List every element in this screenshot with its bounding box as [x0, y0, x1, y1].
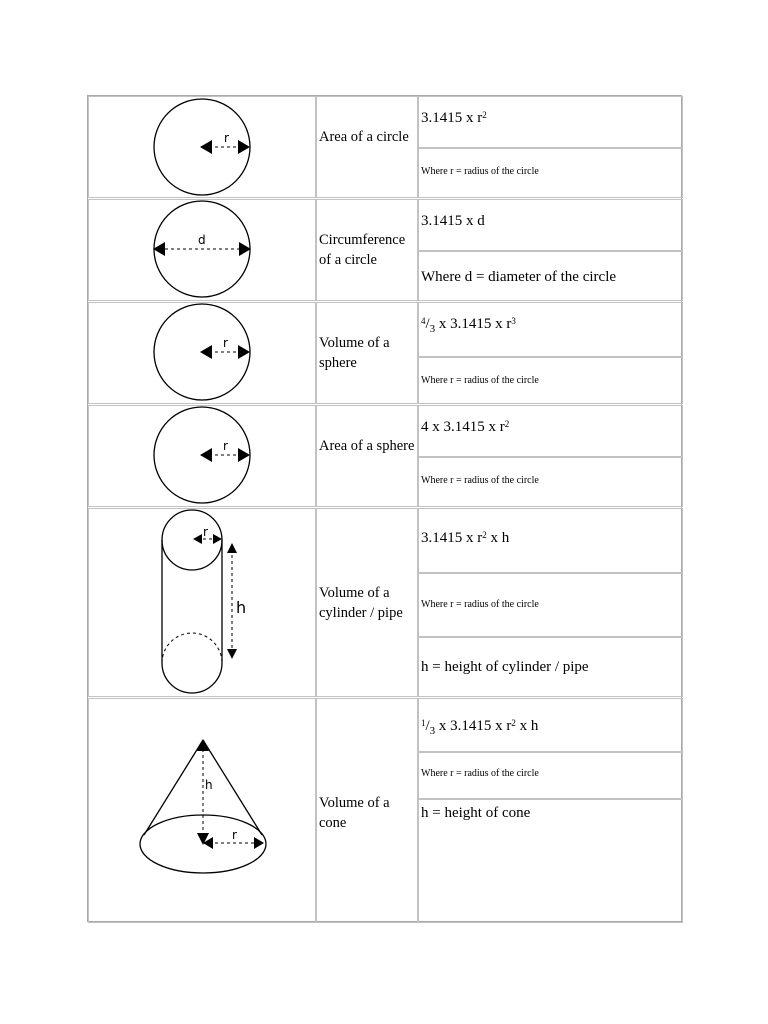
radius-label: r	[223, 336, 228, 350]
fraction-numerator: 4	[421, 316, 426, 326]
formula-cell: $^1/_3$ x 3.1415 x $r^2$ x h	[418, 698, 683, 752]
row-volume-cylinder	[88, 508, 681, 697]
formula-cell	[418, 405, 683, 457]
note-cell: Where r = radius of the circle	[418, 573, 683, 637]
sphere-surface-diagram	[89, 406, 317, 508]
note-cell: Where d = diameter of the circle	[418, 251, 683, 301]
diagram-cell	[88, 698, 316, 923]
formula-text: 3.1415 x r	[421, 110, 483, 126]
sphere-radius-diagram	[89, 303, 317, 405]
diameter-label: d	[198, 233, 206, 247]
circle-radius-diagram	[89, 97, 317, 199]
row-area-sphere	[88, 405, 681, 507]
exponent: 2	[482, 530, 487, 540]
note-cell: Where r = radius of the circle	[418, 357, 683, 404]
radius-label: r	[203, 525, 208, 539]
height-label: h	[236, 598, 247, 617]
circle-diameter-diagram	[89, 200, 317, 302]
shape-name: Circumference of a circle	[316, 199, 418, 301]
shape-name: Volume of a cylinder / pipe	[316, 508, 418, 697]
row-volume-cone	[88, 698, 681, 923]
shape-name: Area of a circle	[316, 96, 418, 198]
note-cell: h = height of cylinder / pipe	[418, 637, 683, 697]
fraction-denominator: 3	[429, 323, 436, 335]
note-cell: Where r = radius of the circle	[418, 148, 683, 198]
row-area-circle	[88, 96, 681, 198]
diagram-cell	[88, 405, 316, 507]
shape-name: Volume of a cone	[316, 698, 418, 923]
cylinder-diagram	[89, 509, 317, 698]
formula-text: 3.1415 x d	[421, 213, 485, 229]
formula-cell	[418, 96, 683, 148]
exponent: 2	[511, 718, 516, 728]
diagram-cell	[88, 199, 316, 301]
formula-cell	[418, 508, 683, 573]
formula-text: x 3.1415 x r	[435, 718, 512, 734]
formula-text-suffix: x h	[486, 530, 510, 546]
note-cell: h = height of cone	[418, 799, 683, 923]
cone-diagram	[89, 699, 317, 924]
formula-text-suffix: x h	[515, 718, 539, 734]
exponent: 2	[504, 419, 510, 429]
height-label: h	[205, 778, 213, 792]
row-volume-sphere	[88, 302, 681, 404]
note-cell: Where r = radius of the circle	[418, 457, 683, 507]
shape-name: Area of a sphere	[316, 405, 418, 507]
formula-text: 4 x 3.1415 x r	[421, 419, 505, 435]
formula-cell	[418, 199, 683, 251]
note-cell: Where r = radius of the circle	[418, 752, 683, 799]
formula-text: 3.1415 x r	[421, 530, 483, 546]
radius-label: r	[224, 131, 229, 145]
shape-name: Volume of a sphere	[316, 302, 418, 404]
row-circumference-circle	[88, 199, 681, 301]
diagram-cell	[88, 96, 316, 198]
exponent: 2	[482, 110, 487, 120]
fraction-denominator: 3	[429, 725, 436, 737]
formula-text: x 3.1415 x r	[435, 316, 512, 332]
fraction-numerator: 1	[421, 718, 426, 728]
radius-label: r	[223, 439, 228, 453]
radius-label: r	[232, 828, 237, 842]
formula-table	[87, 95, 682, 922]
formula-cell: $^4/_3$ x 3.1415 x $r^3$	[418, 302, 683, 357]
diagram-cell	[88, 302, 316, 404]
exponent: 3	[511, 316, 516, 326]
diagram-cell	[88, 508, 316, 697]
